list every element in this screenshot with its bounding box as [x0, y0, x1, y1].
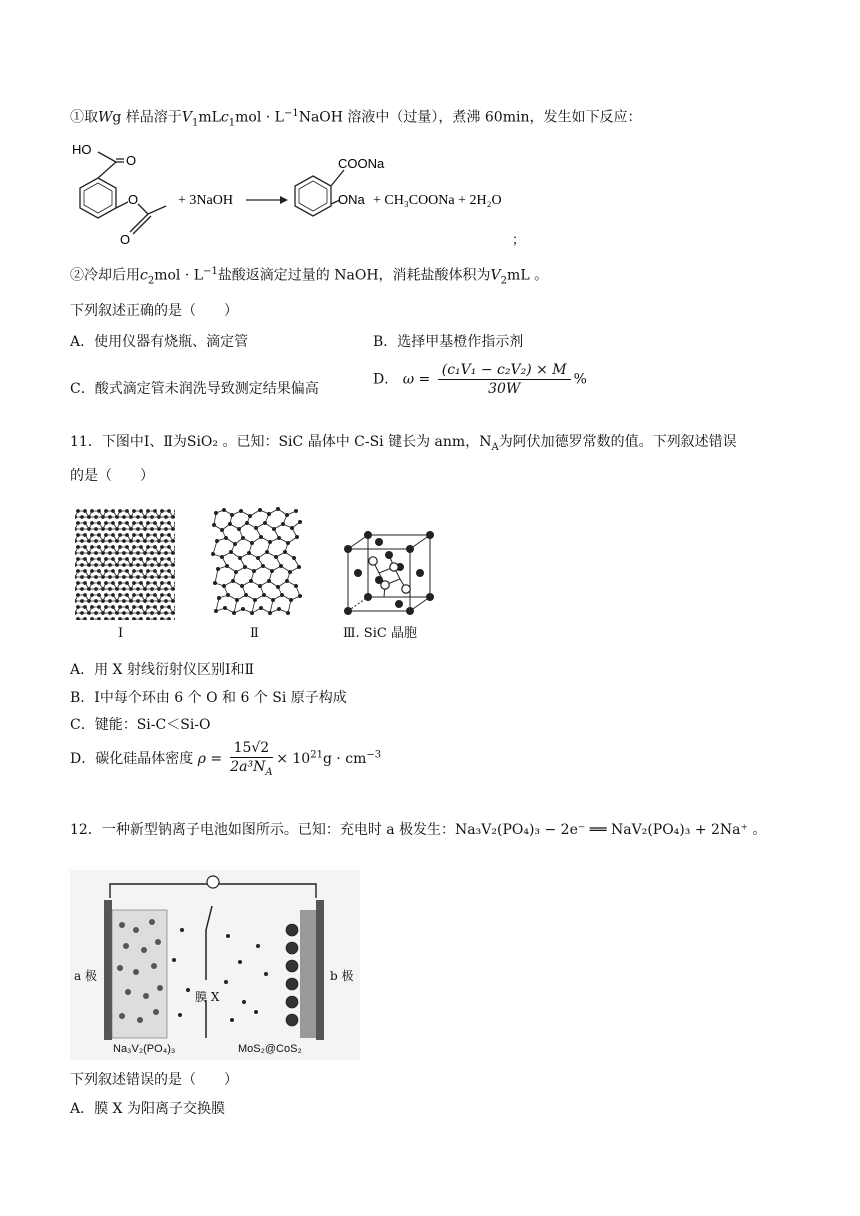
label-b-electrode: b 极: [330, 969, 354, 983]
q11-question-line2: 的是（ ）: [70, 468, 154, 484]
label-right-material: MoS₂@CoS₂: [238, 1043, 302, 1055]
label-membrane-x: 膜 X: [195, 990, 220, 1004]
rxn-coona: COONa: [338, 156, 385, 171]
q10-stem: 下列叙述正确的是（ ）: [70, 303, 238, 319]
q12-stem: 下列叙述错误的是（ ）: [70, 1072, 238, 1088]
rxn-naoh: + 3NaOH: [178, 193, 233, 208]
rxn-o1: O: [126, 153, 137, 168]
label-left-material: Na₃V₂(PO₄)₃: [113, 1043, 176, 1055]
battery-diagram: [70, 870, 360, 1060]
q10-d-fraction: $\frac{\text{(c₁V₁ − c₂V₂) × M}}{30W}$: [438, 362, 571, 397]
q12-option-a[interactable]: A．膜 X 为阳离子交换膜: [70, 1101, 225, 1117]
rxn-o2: O: [128, 192, 139, 207]
q10-option-c[interactable]: C．酸式滴定管未润洗导致测定结果偏高: [70, 381, 319, 397]
figure-iii-label: Ⅲ. SiC 晶胞: [343, 626, 417, 641]
figure-i-crystalline-sio2: [75, 508, 175, 623]
q11-question-line1: 11．下图中Ⅰ、Ⅱ为SiO₂ 。已知：SiC 晶体中 C-Si 键长为 anm，$N_A$为阿伏加德罗常数的值。下列叙述错误: [70, 434, 737, 453]
rxn-ho: HO: [72, 142, 92, 157]
q10-step1: ①取Wg 样品溶于$V_1mLc_1mol$ · $L^{-1}NaOH$ 溶液中（过量），煮沸 60min，发生如下反应：: [70, 108, 642, 129]
figure-i-label: Ⅰ: [118, 626, 124, 641]
q12-question: 12．一种新型钠离子电池如图所示。已知：充电时 a 极发生：Na₃V₂(PO₄)₃ − 2e⁻ ══ NaV₂(PO₄)₃ + 2Na⁺ 。: [70, 822, 767, 838]
q11-option-d[interactable]: D．碳化硅晶体密度 ρ = $\frac{15√2}{2a^3N_A}$ × $10^{21}g \cdot cm^{-3}$: [70, 740, 382, 778]
q10-step2: ②冷却后用$c_2mol \cdot L^{-1}$盐酸返滴定过量的 NaOH，消耗盐酸体积为$V_2mL$ 。: [70, 266, 549, 287]
q11-option-b[interactable]: B．Ⅰ中每个环由 6 个 O 和 6 个 Si 原子构成: [70, 690, 347, 706]
rxn-semicolon: ；: [512, 233, 526, 248]
q11-d-fraction: $\frac{15√2}{2a^3N_A}$: [230, 740, 273, 778]
q10-option-d[interactable]: D． ω = $\frac{\text{(c₁V₁ − c₂V₂) × M}}{30W}$ %: [373, 362, 587, 397]
bulb-icon: [207, 876, 219, 888]
q10-option-a[interactable]: A．使用仪器有烧瓶、滴定管: [70, 334, 249, 350]
figure-ii-label: Ⅱ: [250, 626, 259, 641]
q11-option-c[interactable]: C．键能：Si-C＜Si-O: [70, 717, 211, 733]
rxn-ona: ONa: [338, 192, 365, 207]
rxn-o3: O: [120, 232, 131, 247]
figure-ii-amorphous-sio2: [210, 505, 310, 620]
reaction-scheme: [68, 140, 538, 250]
rxn-products: + CH₃COONa + 2H₂O: [373, 193, 502, 208]
label-a-electrode: a 极: [74, 969, 97, 983]
figure-iii-sic-unit-cell: [340, 527, 440, 632]
q11-option-a[interactable]: A．用 X 射线衍射仪区别Ⅰ和Ⅱ: [70, 662, 255, 678]
q10-option-b[interactable]: B．选择甲基橙作指示剂: [373, 334, 524, 350]
